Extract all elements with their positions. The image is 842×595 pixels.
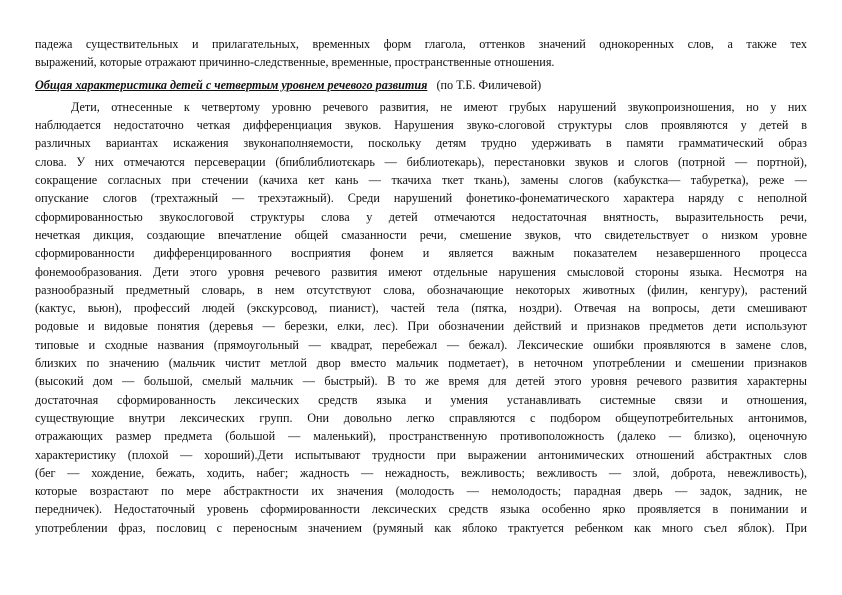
text-line: выражений, которые отражают причинно-следственные, временные, пространственные отношения. xyxy=(35,55,555,70)
body-paragraph xyxy=(35,98,807,537)
text-line: слова. У них отмечаются персеверации (бпиблиблиотєкарь — библиотекарь), перестановки звуков и слогов (потрной — портной), xyxy=(35,154,807,169)
intro-paragraph xyxy=(35,35,807,72)
text-line: разнообразный предметный словарь, в нем отсутствуют слова, обозначающие некоторых животных (филин, кенгуру), растений xyxy=(35,282,807,297)
text-line: нечеткая дикция, создающие впечатление общей смазанности речи, смешение звуков, что свидетельствует о низком уровне xyxy=(35,227,807,242)
text-line: опускание слогов (трехтажный — трехэтажный). Среди нарушений фонетико-фонематического характера наряду с неполной xyxy=(35,191,807,206)
text-line: Дети, отнесенные к четвертому уровню речевого развития, не имеют грубых нарушений звукопроизношения, но у них xyxy=(71,99,807,114)
text-line: наблюдается недостаточно четкая дифференциация звуков. Нарушения звуко-слоговой структуры слов проявляются у детей в xyxy=(35,118,807,133)
text-line: употреблении фраз, пословиц с переносным значением (румяный как яблоко трактуется ребенком как много съел яблок). При xyxy=(35,520,807,535)
text-line: фонемообразования. Дети этого уровня речевого развития имеют отдельные нарушения смысловой стороны языка. Несмотря на xyxy=(35,264,807,279)
section-heading xyxy=(35,76,807,94)
text-line: (кактус, вьюн), профессий людей (экскурсовод, пианист), частей тела (пятка, ноздри). Отвечая на вопросы, дети смешивают xyxy=(35,301,807,316)
text-line: существующие внутри лексических групп. Они довольно легко справляются с подбором общеупотребительных антонимов, xyxy=(35,410,807,425)
text-line: различных вариантах искажения звуконаполняемости, поскольку детям трудно удерживать в памяти грамматический образ xyxy=(35,136,807,151)
text-line: которые возрастают по мере абстрактности их значения (молодость — немолодость; парадная дверь — задок, задник, не xyxy=(35,484,807,499)
text-line: отражающих размер предмета (большой — маленький), пространственную противоположность (далеко — близко), оценочную xyxy=(35,429,807,444)
text-line: (бег — хождение, бежать, ходить, набег; жадность — нежадность, вежливость; вежливость — злой, доброта, невежливость), xyxy=(35,465,807,480)
text-line: (высокий дом — большой, смелый мальчик — быстрый). В то же время для детей этого уровня речевого развития характерны xyxy=(35,374,807,389)
text-line: типовые и сходные названия (прямоугольный — квадрат, перебежал — бежал). Лексические ошибки проявляются в замене слов, xyxy=(35,337,807,352)
text-line: близких по значению (мальчик чистит метлой двор вместо мальчик подметает), в неточном употреблении и смешении признаков xyxy=(35,356,807,371)
text-line: падежа существительных и прилагательных, временных форм глагола, оттенков значений однокоренных слов, а также тех xyxy=(35,37,807,51)
section-title: Общая характеристика детей с четвертым уровнем речевого развития xyxy=(35,77,428,92)
text-line: сокращение согласных при стечении (качиха кет кань — ткачиха ткет ткань), замены слогов (кабукстка— табуретка), реже — xyxy=(35,173,807,188)
text-line: характеристику (плохой — хороший).Дети испытывают трудности при выражении антонимических отношений абстрактных слов xyxy=(35,447,807,462)
text-line: передничек). Недостаточный уровень сформированности лексических средств языка особенно ярко проявляется в понимании и xyxy=(35,502,807,517)
text-line: родовые и видовые понятия (деревья — березки, елки, лес). При обозначении действий и признаков предметов дети используют xyxy=(35,319,807,334)
text-line: сформированностью звукослоговой структуры слова у детей отмечаются недостаточная внятность, выразительность речи, xyxy=(35,209,807,224)
text-line: сформированности дифференцированного восприятия фонем и является важным показателем незавершенного процесса xyxy=(35,246,807,261)
text-line: достаточная сформированность лексических средств языка и умения устанавливать системные связи и отношения, xyxy=(35,392,807,407)
section-source: (по Т.Б. Филичевой) xyxy=(436,77,542,92)
